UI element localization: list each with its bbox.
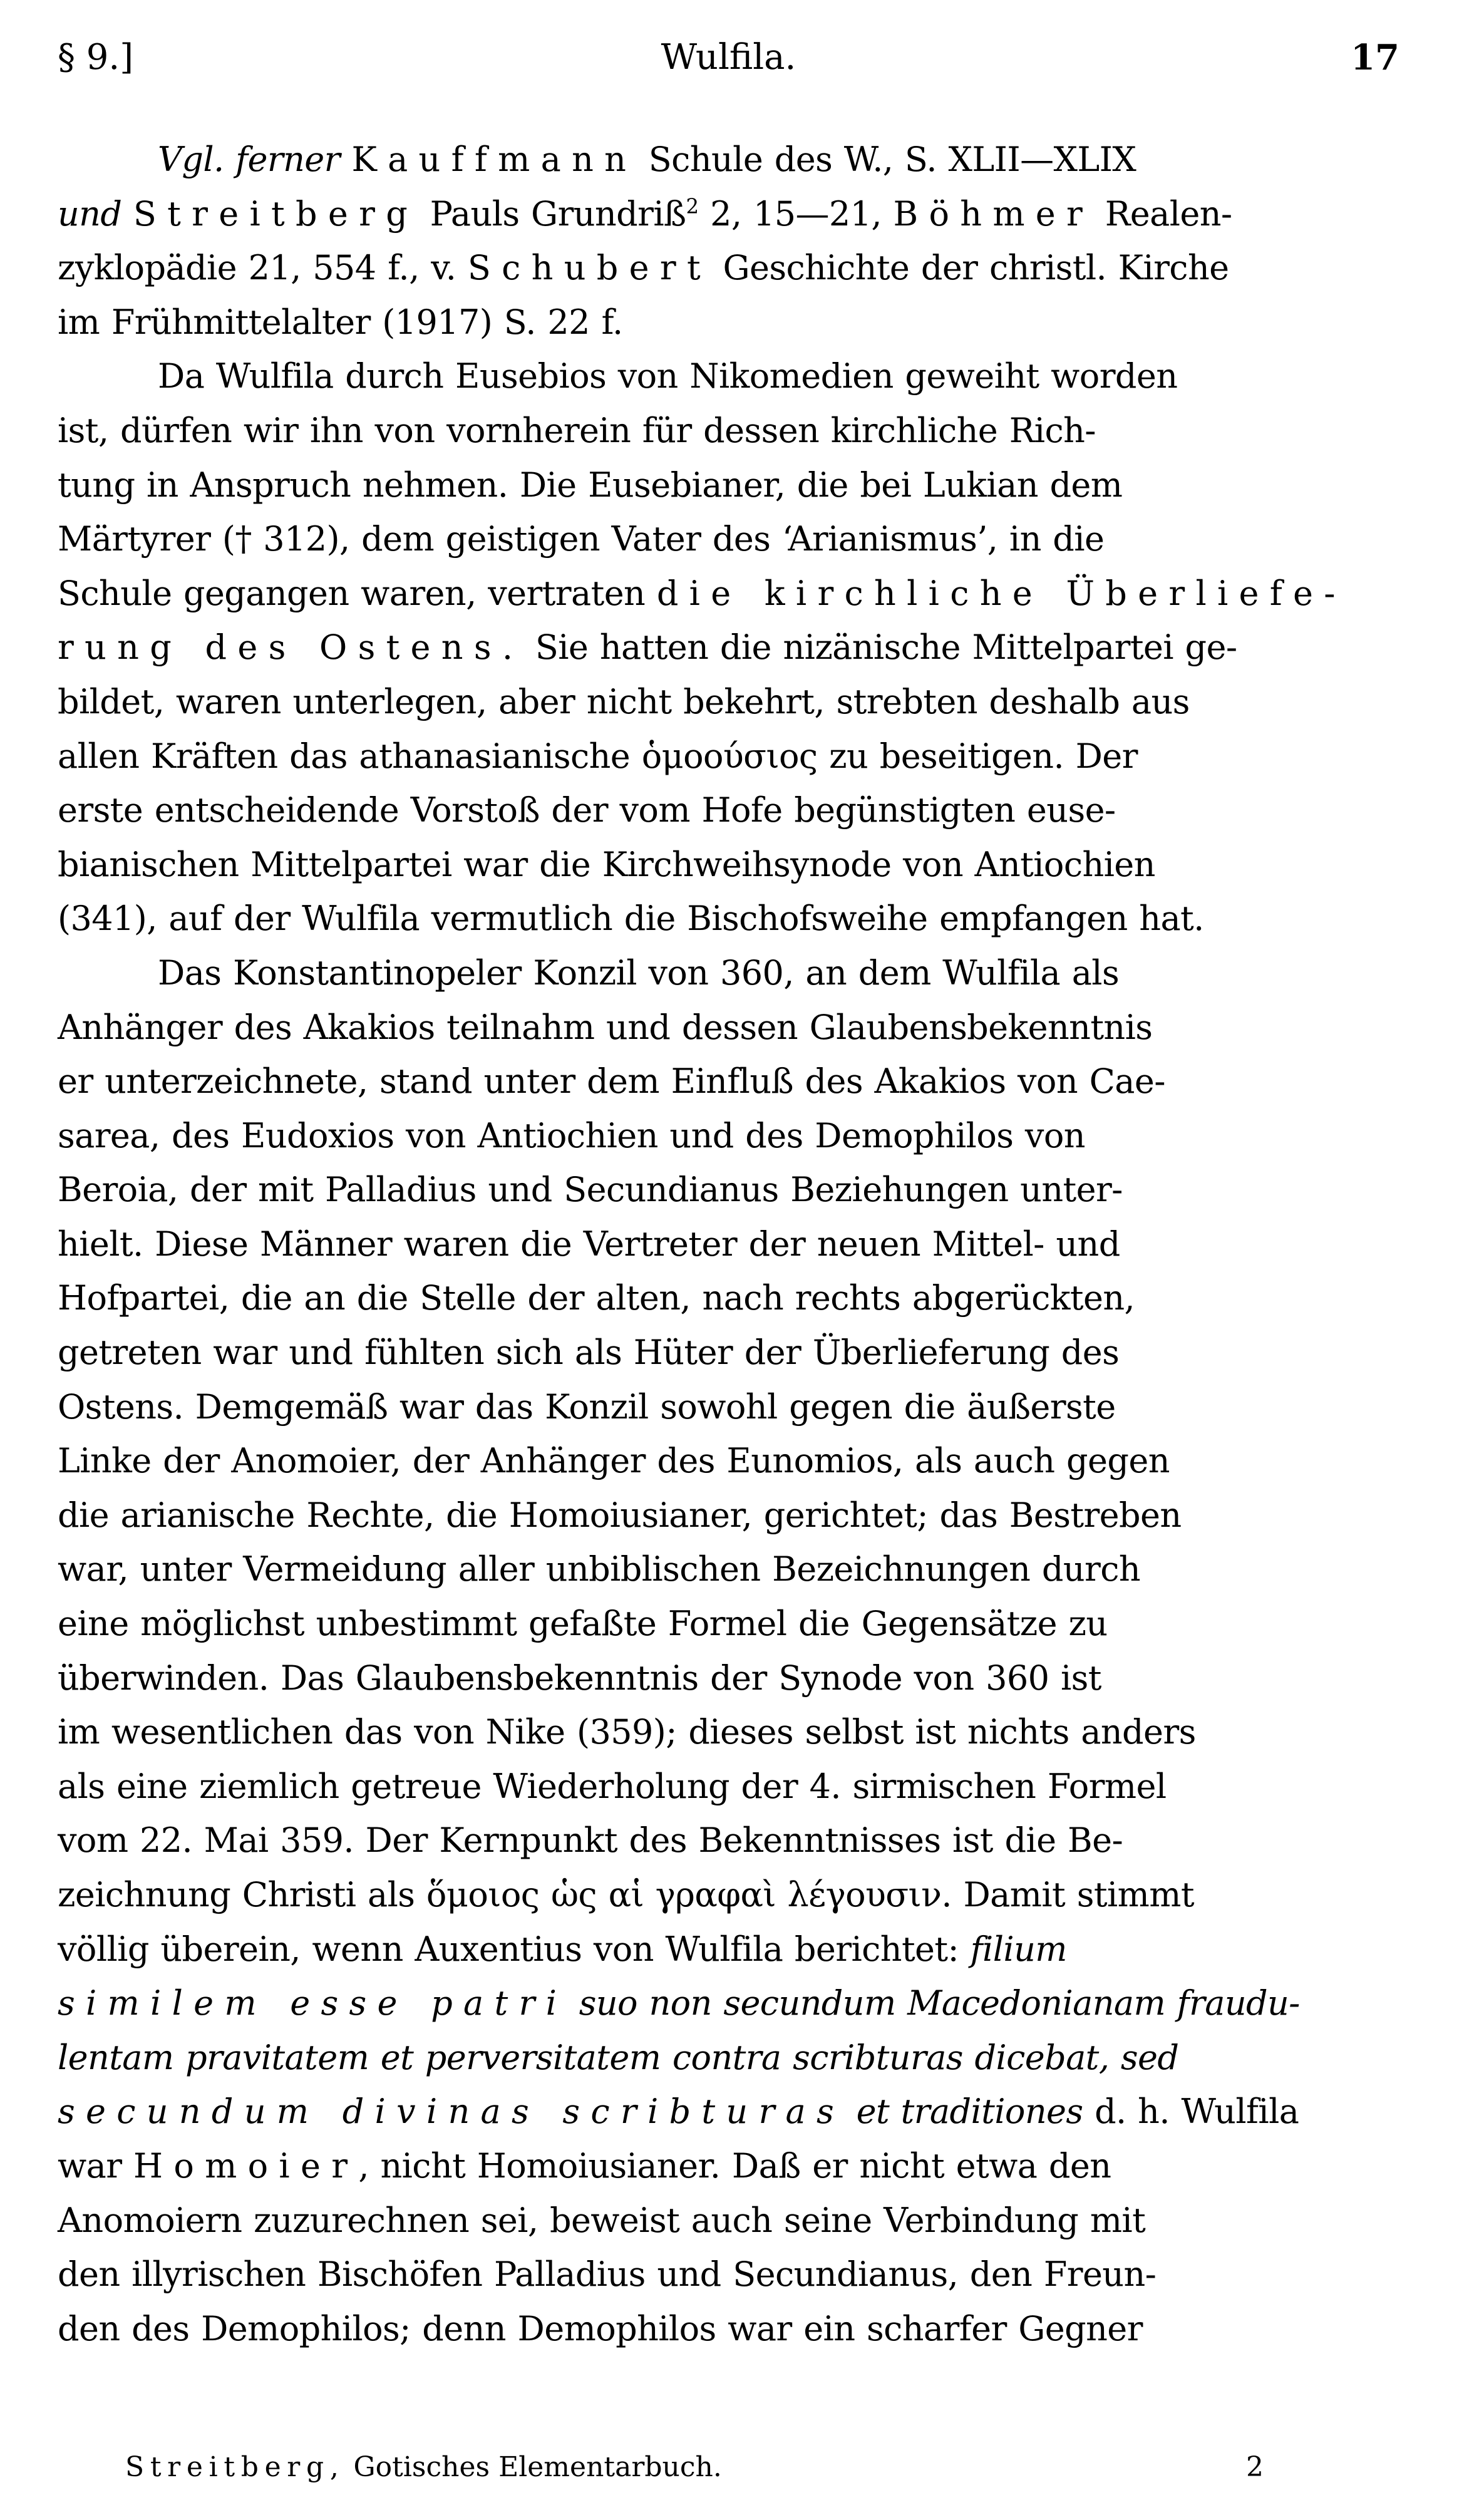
text-run — [1109, 2038, 1121, 2077]
text-run: Schule gegangen waren, vertraten — [58, 573, 657, 613]
paragraph-eusebianer — [58, 349, 1399, 946]
text-run: ist, dürfen wir ihn von vornherein für dessen kirchliche Rich- — [58, 410, 1096, 450]
text-line — [58, 1651, 1399, 1706]
text-line — [58, 1163, 1399, 1217]
text-line — [58, 892, 1399, 946]
text-run: Realen- — [1093, 194, 1232, 234]
text-line — [58, 512, 1399, 567]
text-run: Geschichte der christl. Kirche — [711, 248, 1229, 288]
text-line — [58, 2085, 1399, 2139]
book-source — [125, 2446, 722, 2489]
text-run: Linke der Anomoier, der Anhänger des Eunomios, als auch gegen — [58, 1441, 1170, 1481]
text-run: Anomoiern zuzurechnen sei, beweist auch seine Verbindung mit — [58, 2200, 1146, 2240]
text-run: 2, 15—21, — [698, 194, 894, 234]
text-line — [58, 1705, 1399, 1760]
running-title: Wulfila. — [661, 37, 796, 78]
text-line — [58, 1542, 1399, 1597]
text-run: (341), auf der Wulfila vermutlich die Bischofsweihe empfangen hat. — [58, 899, 1204, 939]
text-line — [58, 1326, 1399, 1380]
text-line — [58, 1434, 1399, 1489]
text-run: allen Kräften das athanasianische ὁμοούσιος zu beseitigen. Der — [58, 736, 1138, 776]
running-header — [58, 33, 1399, 83]
page-body — [58, 133, 1399, 2356]
text-line — [58, 1271, 1399, 1326]
spaced-name: die kirchliche Überliefe- — [656, 573, 1346, 613]
spaced-name: rung des Ostens. — [58, 628, 524, 668]
text-line — [58, 567, 1399, 621]
sheet-signature: 2 — [1246, 2451, 1264, 2483]
spaced-name: Kauffmann — [351, 140, 637, 179]
text-run: Märtyrer († 312), dem geistigen Vater des ‘Arianismus’, in die — [58, 519, 1105, 559]
text-line — [58, 621, 1399, 675]
italic-text: lentam pravitatem et perversitatem contra scribturas dicebat, — [58, 2037, 1110, 2077]
text-line — [58, 1976, 1399, 2031]
text-line — [58, 404, 1399, 458]
text-line — [58, 241, 1399, 296]
text-run: Das Konstantinopeler Konzil von 360, an dem Wulfila als — [158, 953, 1120, 993]
italic-text: filium — [970, 1929, 1067, 1969]
spaced-name: Homoier — [133, 2146, 359, 2186]
text-line — [58, 296, 1399, 350]
text-line — [58, 1055, 1399, 1109]
text-line — [58, 2031, 1399, 2085]
text-run: den des Demophilos; denn Demophilos war ein scharfer Gegner — [58, 2308, 1143, 2348]
text-run: erste entscheidende Vorstoß der vom Hofe begünstigten euse- — [58, 790, 1116, 830]
italic-text: und — [58, 194, 122, 234]
text-line — [58, 946, 1399, 1001]
spaced-name: Schubert — [467, 248, 711, 288]
text-run: Da Wulfila durch Eusebios von Nikomedien geweiht worden — [158, 356, 1178, 396]
text-line — [58, 187, 1399, 242]
text-run — [845, 2092, 857, 2131]
text-line — [58, 1109, 1399, 1164]
spaced-name: Böhmer — [893, 194, 1094, 234]
text-run: im Frühmittelalter (1917) S. 22 f. — [58, 302, 623, 342]
italic-text: secundum divinas scribturas — [58, 2092, 845, 2132]
text-run: sarea, des Eudoxios von Antiochien und des Demophilos von — [58, 1115, 1085, 1155]
text-run: Ostens. Demgemäß war das Konzil sowohl gegen die äußerste — [58, 1387, 1116, 1427]
text-run: Schule des W., S. XLII—XLIX — [637, 140, 1136, 179]
text-run: , nicht Homoiusianer. Daß er nicht etwa den — [358, 2146, 1111, 2186]
text-run: die arianische Rechte, die Homoiusianer, gerichtet; das Bestreben — [58, 1495, 1182, 1535]
text-run: überwinden. Das Glaubensbekenntnis der Synode von 360 ist — [58, 1658, 1101, 1698]
page-number: 17 — [1351, 37, 1399, 78]
text-run: 2 — [686, 194, 699, 219]
text-run: Hofpartei, die an die Stelle der alten, nach rechts abgerückten, — [58, 1278, 1135, 1318]
text-run: vom 22. Mai 359. Der Kernpunkt des Bekenntnisses ist die Be- — [58, 1821, 1123, 1861]
text-run: im wesentlichen das von Nike (359); dieses selbst ist nichts anders — [58, 1712, 1196, 1752]
text-run: d. h. Wulfila — [1083, 2092, 1299, 2132]
text-line — [58, 838, 1399, 892]
book-author: Streitberg, — [125, 2451, 345, 2483]
text-line — [58, 133, 1399, 187]
text-line — [58, 1868, 1399, 1923]
paragraph-konzil-360 — [58, 946, 1399, 2356]
text-run — [340, 140, 352, 179]
text-line — [58, 1597, 1399, 1651]
text-line — [58, 458, 1399, 513]
text-line — [58, 1217, 1399, 1272]
text-line — [58, 783, 1399, 838]
text-run: hielt. Diese Männer waren die Vertreter der neuen Mittel- und — [58, 1224, 1120, 1264]
text-run: bildet, waren unterlegen, aber nicht bekehrt, strebten deshalb aus — [58, 681, 1190, 721]
paragraph-references — [58, 133, 1399, 349]
text-line — [58, 1760, 1399, 1814]
text-run: war — [58, 2146, 133, 2186]
text-run: zyklopädie 21, 554 f., v. — [58, 248, 468, 288]
italic-text: Vgl. ferner — [158, 140, 340, 179]
text-run: Beroia, der mit Palladius und Secundianus Beziehungen unter- — [58, 1170, 1123, 1210]
text-line — [58, 1380, 1399, 1435]
text-line — [58, 1814, 1399, 1868]
text-run: eine möglichst unbestimmt gefaßte Formel die Gegensätze zu — [58, 1604, 1108, 1644]
text-run: Sie hatten die nizänische Mittelpartei ge- — [523, 628, 1237, 668]
text-line — [58, 2302, 1399, 2357]
text-line — [58, 730, 1399, 784]
text-line — [58, 2139, 1399, 2194]
text-run: bianischen Mittelpartei war die Kirchweihsynode von Antiochien — [58, 844, 1155, 884]
text-run: Pauls Grundriß — [418, 194, 686, 234]
text-line — [58, 349, 1399, 404]
book-title: Gotisches Elementarbuch. — [344, 2451, 722, 2483]
text-run — [121, 194, 133, 234]
page-footer — [125, 2446, 1315, 2489]
text-run: völlig überein, wenn Auxentius von Wulfila berichtet: — [58, 1929, 971, 1969]
italic-text: similem esse patri — [58, 1983, 568, 2023]
text-run: war, unter Vermeidung aller unbiblischen Bezeichnungen durch — [58, 1549, 1141, 1589]
text-line — [58, 675, 1399, 730]
italic-text: suo non secundum Macedonianam fraudu- — [567, 1983, 1300, 2023]
text-line — [58, 1001, 1399, 1055]
section-marker: § 9.] — [58, 37, 134, 78]
text-run: er unterzeichnete, stand unter dem Einfluß des Akakios von Cae- — [58, 1061, 1165, 1102]
text-run: als eine ziemlich getreue Wiederholung der 4. sirmischen Formel — [58, 1766, 1167, 1806]
spaced-name: Streitberg — [133, 194, 419, 234]
italic-text: sed — [1120, 2037, 1179, 2077]
text-run: tung in Anspruch nehmen. Die Eusebianer, die bei Lukian dem — [58, 465, 1123, 505]
text-line — [58, 2248, 1399, 2302]
italic-text: et traditiones — [856, 2092, 1083, 2132]
text-run: getreten war und fühlten sich als Hüter der Überlieferung des — [58, 1333, 1120, 1373]
text-line — [58, 1489, 1399, 1543]
text-run: zeichnung Christi als ὅμοιος ὡς αἱ γραφαὶ λέγουσιν. Damit stimmt — [58, 1875, 1194, 1914]
text-line — [58, 1923, 1399, 1977]
text-run: Anhänger des Akakios teilnahm und dessen Glaubensbekenntnis — [58, 1007, 1153, 1047]
text-run: den illyrischen Bischöfen Palladius und Secundianus, den Freun- — [58, 2254, 1157, 2295]
text-line — [58, 2194, 1399, 2248]
